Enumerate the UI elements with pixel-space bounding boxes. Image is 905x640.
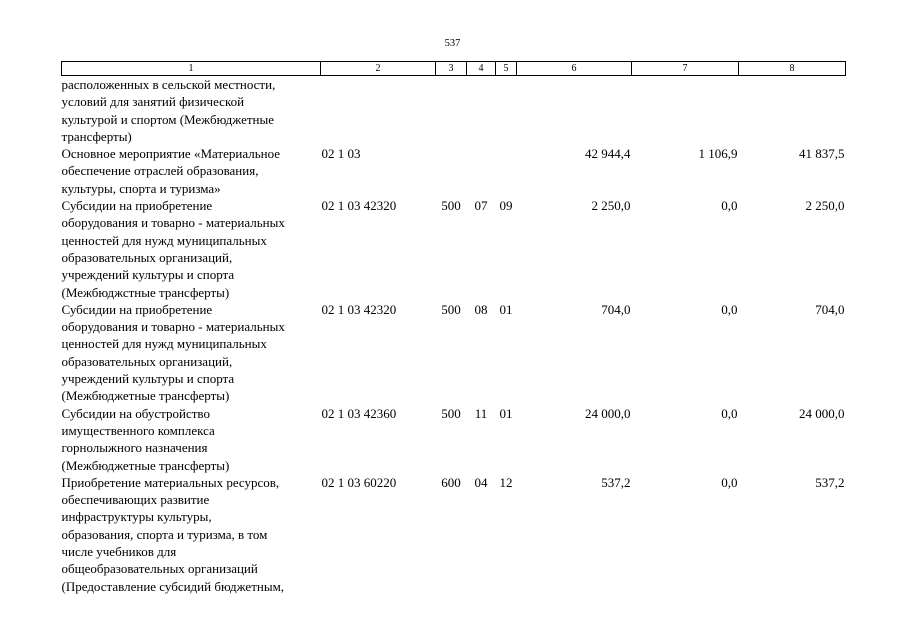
expenditure-name-line: ценностей для нужд муниципальных <box>61 232 267 248</box>
expenditure-name-line: культурой и спортом (Межбюджетные <box>61 111 275 127</box>
expenditure-name <box>62 405 321 474</box>
column-header: 3 <box>436 62 467 76</box>
subsection-code: 01 <box>499 405 513 421</box>
expenditure-name-line: (Межбюджетные трансферты) <box>61 388 230 404</box>
column-header: 2 <box>321 62 436 76</box>
expenditure-name-line: Субсидии на обустройство <box>61 405 210 421</box>
expenditure-name-line: инфраструктуры культуры, <box>61 509 212 525</box>
expense-type-code <box>436 76 467 146</box>
expenditure-name-line: (Предоставление субсидий бюджетным, <box>61 578 285 594</box>
expense-type-code: 500 <box>441 301 461 317</box>
table-body <box>62 76 846 595</box>
section-code: 07 <box>474 198 488 214</box>
expenditure-name-line: Приобретение материальных ресурсов, <box>61 474 280 490</box>
table-row <box>62 76 846 146</box>
expenditure-name-line: оборудования и товарно - материальных <box>61 215 285 231</box>
column-header: 8 <box>739 62 846 76</box>
subsection-code: 12 <box>499 474 513 490</box>
target-article-code: 02 1 03 42320 <box>321 198 397 214</box>
table-row <box>62 145 846 197</box>
expense-type-code: 600 <box>441 474 461 490</box>
subsection-code: 09 <box>499 198 513 214</box>
expenditure-name-line: культуры, спорта и туризма» <box>61 180 221 196</box>
expenditure-name-line: учреждений культуры и спорта <box>61 371 235 387</box>
change-amount: 0,0 <box>721 301 738 317</box>
table-row <box>62 474 846 595</box>
approved-amount <box>517 76 632 146</box>
result-amount: 537,2 <box>815 474 845 490</box>
column-header: 1 <box>62 62 321 76</box>
approved-amount: 2 250,0 <box>591 198 631 214</box>
expenditure-name <box>62 145 321 197</box>
expense-type-code: 500 <box>441 198 461 214</box>
expenditure-name-line: Основное мероприятие «Материальное <box>61 146 281 162</box>
approved-amount: 42 944,4 <box>585 146 631 162</box>
expenditure-name-line: трансферты) <box>61 128 132 144</box>
expenditure-name-line: Субсидии на приобретение <box>61 301 213 317</box>
approved-amount: 704,0 <box>601 301 631 317</box>
change-amount: 0,0 <box>721 198 738 214</box>
expenditure-name-line: обеспечивающих развитие <box>61 492 210 508</box>
expense-type-code <box>436 145 467 197</box>
approved-amount: 537,2 <box>601 474 631 490</box>
target-article-code <box>321 76 436 146</box>
expenditure-name-line: образовательных организаций, <box>61 249 233 265</box>
target-article-code: 02 1 03 42320 <box>321 301 397 317</box>
table-row <box>62 405 846 474</box>
target-article-code: 02 1 03 60220 <box>321 474 397 490</box>
section-code <box>467 76 496 146</box>
expenditure-name <box>62 76 321 146</box>
result-amount: 24 000,0 <box>799 405 845 421</box>
subsection-code: 01 <box>499 301 513 317</box>
column-header: 7 <box>632 62 739 76</box>
expenditure-name-line: ценностей для нужд муниципальных <box>61 336 267 352</box>
expenditure-name-line: (Межбюджетные трансферты) <box>61 457 230 473</box>
expenditure-name-line: образовательных организаций, <box>61 353 233 369</box>
expenditure-name-line: образования, спорта и туризма, в том <box>61 526 268 542</box>
column-header: 5 <box>496 62 517 76</box>
target-article-code: 02 1 03 <box>321 146 361 162</box>
change-amount: 1 106,9 <box>698 146 738 162</box>
approved-amount: 24 000,0 <box>585 405 631 421</box>
expenditure-name-line: оборудования и товарно - материальных <box>61 319 285 335</box>
budget-table <box>61 61 846 595</box>
expenditure-name <box>62 474 321 595</box>
expense-type-code: 500 <box>441 405 461 421</box>
expenditure-name-line: расположенных в сельской местности, <box>61 77 276 92</box>
section-code: 08 <box>474 301 488 317</box>
table-row <box>62 197 846 301</box>
target-article-code: 02 1 03 42360 <box>321 405 397 421</box>
section-code: 04 <box>474 474 488 490</box>
expenditure-name <box>62 301 321 405</box>
expenditure-name-line: условий для занятий физической <box>61 94 245 110</box>
section-code: 11 <box>474 405 488 421</box>
section-code <box>467 145 496 197</box>
expenditure-name-line: учреждений культуры и спорта <box>61 267 235 283</box>
result-amount: 41 837,5 <box>799 146 845 162</box>
change-amount: 0,0 <box>721 405 738 421</box>
subsection-code <box>496 76 517 146</box>
subsection-code <box>496 145 517 197</box>
expenditure-name-line: Субсидии на приобретение <box>61 198 213 214</box>
result-amount <box>739 76 846 146</box>
expenditure-name-line: общеобразовательных организаций <box>61 561 258 577</box>
change-amount: 0,0 <box>721 474 738 490</box>
expenditure-name-line: (Межбюджстные трансферты) <box>61 284 230 300</box>
expenditure-name-line: числе учебников для <box>61 544 177 560</box>
column-number-header-row <box>62 62 846 76</box>
expenditure-name-line: обеспечение отраслей образования, <box>61 163 259 179</box>
expenditure-name <box>62 197 321 301</box>
expenditure-name-line: горнолыжного назначения <box>61 440 208 456</box>
column-header: 4 <box>467 62 496 76</box>
page-number: 537 <box>444 38 461 49</box>
result-amount: 2 250,0 <box>805 198 845 214</box>
result-amount: 704,0 <box>815 301 845 317</box>
expenditure-name-line: имущественного комплекса <box>61 422 215 438</box>
change-amount <box>632 76 739 146</box>
column-header: 6 <box>517 62 632 76</box>
table-row <box>62 301 846 405</box>
